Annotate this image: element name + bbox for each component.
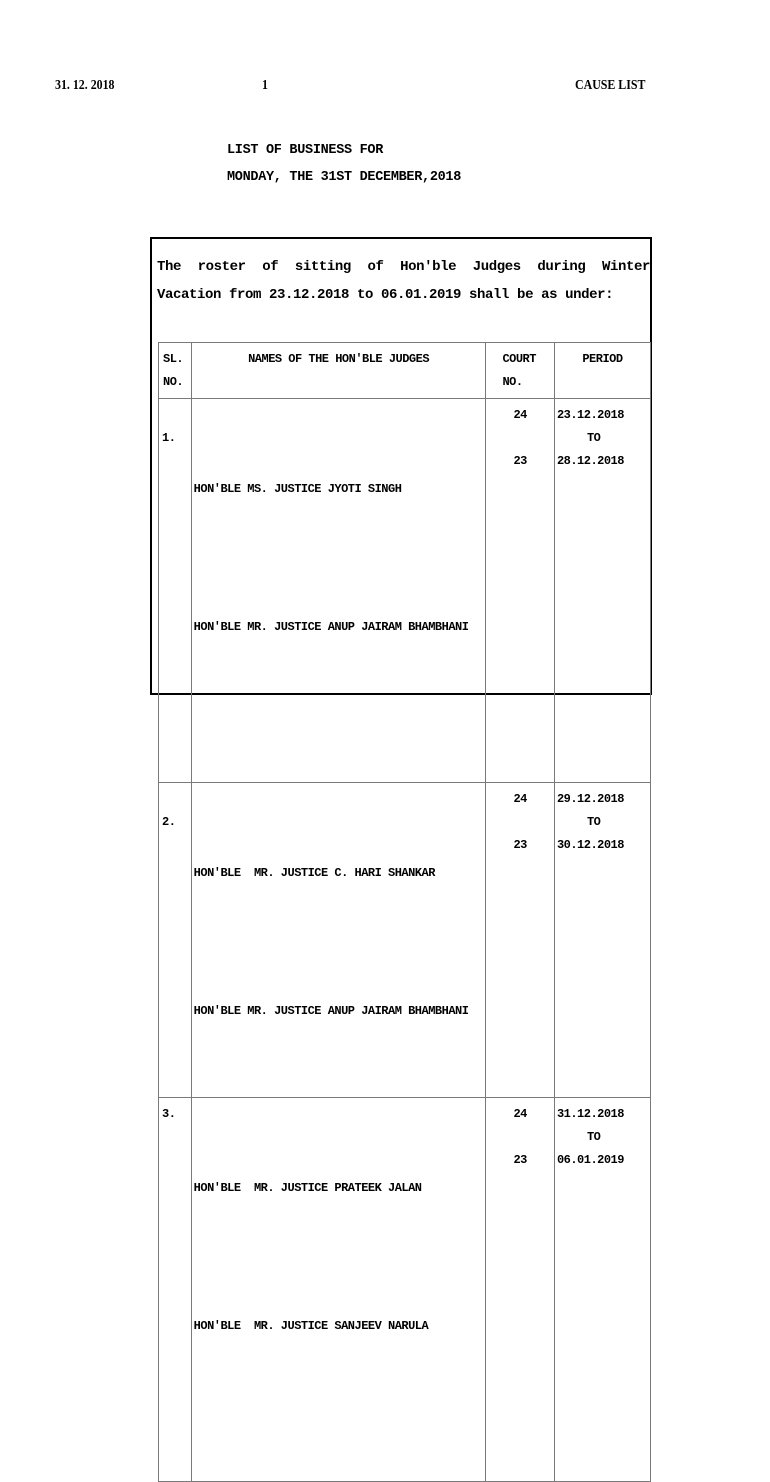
court-number: 23 bbox=[513, 1153, 527, 1167]
row-sl-cell bbox=[159, 783, 192, 1098]
period-from: 31.12.2018 bbox=[556, 1107, 624, 1121]
row-sl: 1. bbox=[162, 431, 176, 445]
header-court bbox=[486, 343, 554, 399]
judge-name: HON'BLE MS. JUSTICE JYOTI SINGH bbox=[193, 482, 402, 496]
period-to: 28.12.2018 bbox=[556, 454, 624, 468]
period-to-label: TO bbox=[586, 1130, 601, 1144]
header-date: 31. 12. 2018 bbox=[55, 78, 115, 93]
judge-name: HON'BLE MR. JUSTICE C. HARI SHANKAR bbox=[193, 866, 435, 880]
row-judges-cell bbox=[191, 399, 486, 783]
row-judges-cell bbox=[191, 1098, 486, 1482]
table-row bbox=[159, 1098, 651, 1482]
header-names-text: NAMES OF THE HON'BLE JUDGES bbox=[248, 352, 430, 366]
header-period bbox=[554, 343, 650, 399]
roster-intro bbox=[157, 253, 650, 309]
row-sl: 3. bbox=[162, 1107, 176, 1121]
judge-name: HON'BLE MR. JUSTICE ANUP JAIRAM BHAMBHANI bbox=[193, 620, 469, 634]
title-line-1: LIST OF BUSINESS FOR bbox=[227, 143, 384, 158]
header-sl-line-2: NO. bbox=[163, 375, 184, 389]
page-number: 1 bbox=[262, 78, 268, 93]
row-court-cell bbox=[486, 399, 554, 783]
period-to: 06.01.2019 bbox=[556, 1153, 624, 1167]
court-number: 24 bbox=[513, 792, 527, 806]
period-to-label: TO bbox=[586, 431, 601, 445]
row-judges-cell bbox=[191, 783, 486, 1098]
judge-name: HON'BLE MR. JUSTICE PRATEEK JALAN bbox=[193, 1181, 422, 1195]
period-to: 30.12.2018 bbox=[556, 838, 624, 852]
roster-frame bbox=[150, 237, 652, 1333]
row-sl-cell bbox=[159, 1098, 192, 1482]
title-line-2: MONDAY, THE 31ST DECEMBER,2018 bbox=[227, 170, 462, 185]
header-period-text: PERIOD bbox=[582, 352, 623, 366]
court-number: 24 bbox=[513, 408, 527, 422]
header-court-line-2: NO. bbox=[502, 375, 523, 389]
roster-table bbox=[158, 342, 651, 1482]
period-to-label: TO bbox=[586, 815, 601, 829]
header-sl bbox=[159, 343, 192, 399]
row-court-cell bbox=[486, 1098, 554, 1482]
header-cause-list: CAUSE LIST bbox=[575, 78, 646, 93]
header-sl-line-1: SL. bbox=[163, 352, 184, 366]
header-court-line-1: COURT bbox=[502, 352, 536, 366]
row-period-cell bbox=[554, 1098, 650, 1482]
court-number: 23 bbox=[513, 454, 527, 468]
table-row bbox=[159, 783, 651, 1098]
table-header-row bbox=[159, 343, 651, 399]
row-period-cell bbox=[554, 783, 650, 1098]
court-number: 24 bbox=[513, 1107, 527, 1121]
intro-line-1: The roster of sitting of Hon'ble Judges during Winter bbox=[157, 259, 650, 275]
period-from: 29.12.2018 bbox=[556, 792, 624, 806]
court-number: 23 bbox=[513, 838, 527, 852]
period-from: 23.12.2018 bbox=[556, 408, 624, 422]
judge-name: HON'BLE MR. JUSTICE ANUP JAIRAM BHAMBHANI bbox=[193, 1004, 469, 1018]
intro-line-2: Vacation from 23.12.2018 to 06.01.2019 shall be as under: bbox=[157, 287, 614, 303]
table-row bbox=[159, 399, 651, 783]
row-period-cell bbox=[554, 399, 650, 783]
header-names bbox=[191, 343, 486, 399]
judge-name: HON'BLE MR. JUSTICE SANJEEV NARULA bbox=[193, 1319, 429, 1333]
row-sl-cell bbox=[159, 399, 192, 783]
row-sl: 2. bbox=[162, 815, 176, 829]
row-court-cell bbox=[486, 783, 554, 1098]
